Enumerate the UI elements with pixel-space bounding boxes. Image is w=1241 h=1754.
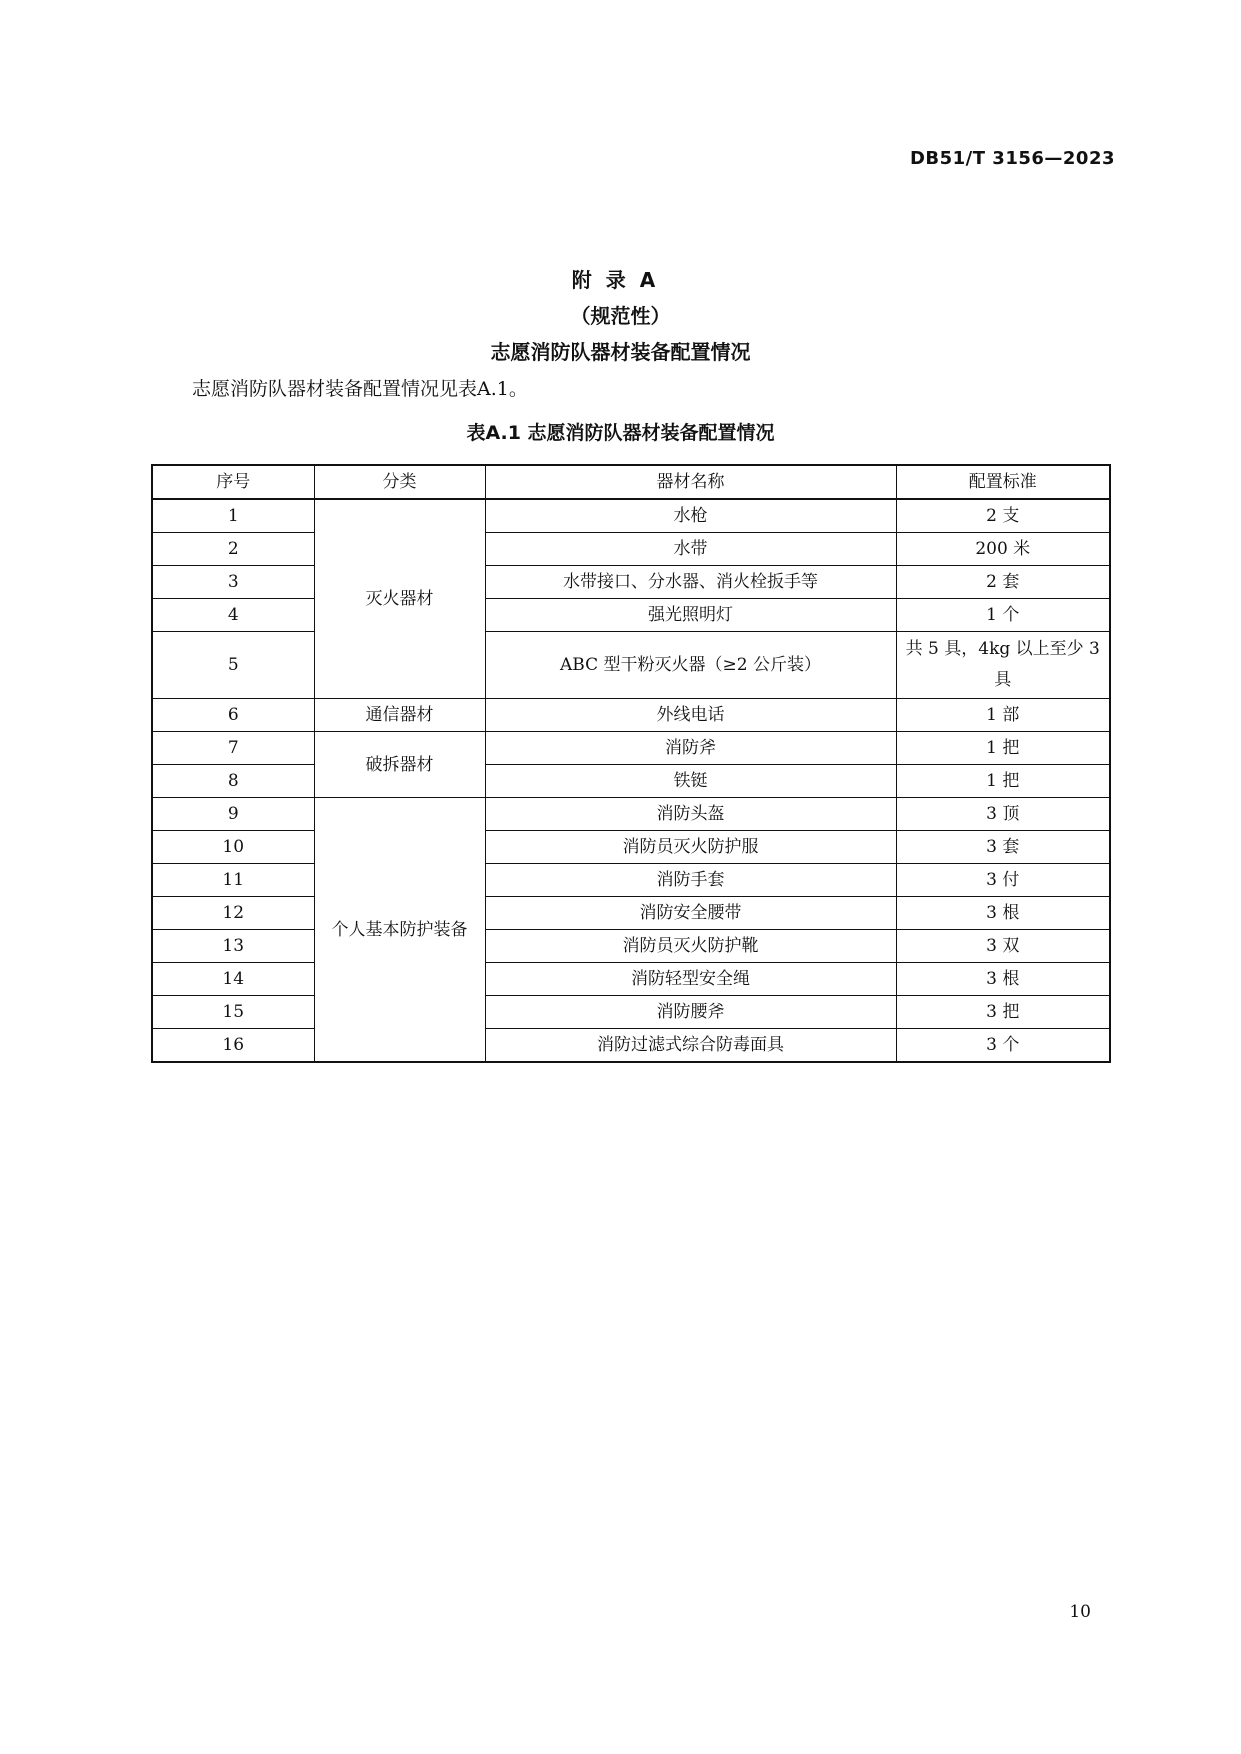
cell-name: 强光照明灯 <box>485 599 896 632</box>
cell-standard: 共 5 具，4kg 以上至少 3 具 <box>896 632 1110 699</box>
table-row <box>152 996 1110 1029</box>
cell-category: 个人基本防护装备 <box>314 798 485 1063</box>
appendix-nature: （规范性） <box>570 304 671 328</box>
equipment-table <box>151 464 1111 1063</box>
table-row <box>152 732 1110 765</box>
cell-no: 9 <box>152 798 314 831</box>
cell-no: 2 <box>152 533 314 566</box>
cell-no: 6 <box>152 699 314 732</box>
table-caption: 表A.1 志愿消防队器材装备配置情况 <box>466 422 775 444</box>
cell-no: 14 <box>152 963 314 996</box>
table-row <box>152 963 1110 996</box>
cell-standard: 3 付 <box>896 864 1110 897</box>
table-row <box>152 499 1110 533</box>
cell-name: 消防头盔 <box>485 798 896 831</box>
table-row <box>152 533 1110 566</box>
cell-no: 13 <box>152 930 314 963</box>
header-name: 器材名称 <box>485 465 896 499</box>
cell-category: 通信器材 <box>314 699 485 732</box>
cell-name: 消防轻型安全绳 <box>485 963 896 996</box>
cell-standard: 3 把 <box>896 996 1110 1029</box>
cell-no: 4 <box>152 599 314 632</box>
cell-name: 水枪 <box>485 499 896 533</box>
cell-name: 外线电话 <box>485 699 896 732</box>
cell-standard: 200 米 <box>896 533 1110 566</box>
cell-standard: 3 套 <box>896 831 1110 864</box>
cell-standard: 1 把 <box>896 765 1110 798</box>
cell-name: 消防手套 <box>485 864 896 897</box>
table-row <box>152 930 1110 963</box>
cell-standard: 3 根 <box>896 897 1110 930</box>
appendix-label: 附录A <box>571 268 670 292</box>
cell-name: ABC 型干粉灭火器（≥2 公斤装） <box>485 632 896 699</box>
cell-no: 5 <box>152 632 314 699</box>
cell-no: 15 <box>152 996 314 1029</box>
table-row <box>152 831 1110 864</box>
page-number: 10 <box>1069 1602 1091 1622</box>
header-standard: 配置标准 <box>896 465 1110 499</box>
cell-no: 7 <box>152 732 314 765</box>
cell-no: 3 <box>152 566 314 599</box>
cell-no: 16 <box>152 1029 314 1063</box>
cell-name: 消防斧 <box>485 732 896 765</box>
table-row <box>152 1029 1110 1063</box>
header-category: 分类 <box>314 465 485 499</box>
cell-name: 铁铤 <box>485 765 896 798</box>
cell-standard: 1 部 <box>896 699 1110 732</box>
table-row <box>152 566 1110 599</box>
cell-standard: 2 套 <box>896 566 1110 599</box>
cell-name: 消防员灭火防护服 <box>485 831 896 864</box>
cell-category: 灭火器材 <box>314 499 485 699</box>
table-row <box>152 599 1110 632</box>
table-row <box>152 699 1110 732</box>
cell-no: 10 <box>152 831 314 864</box>
appendix-title: 志愿消防队器材装备配置情况 <box>490 340 751 364</box>
cell-no: 11 <box>152 864 314 897</box>
table-header-row <box>152 465 1110 499</box>
appendix-heading <box>0 262 1241 370</box>
cell-standard: 3 双 <box>896 930 1110 963</box>
table-row <box>152 897 1110 930</box>
cell-name: 消防员灭火防护靴 <box>485 930 896 963</box>
header-no: 序号 <box>152 465 314 499</box>
cell-name: 消防安全腰带 <box>485 897 896 930</box>
cell-name: 消防过滤式综合防毒面具 <box>485 1029 896 1063</box>
table-row <box>152 632 1110 699</box>
cell-standard: 1 个 <box>896 599 1110 632</box>
cell-standard: 3 顶 <box>896 798 1110 831</box>
table-row <box>152 765 1110 798</box>
cell-standard: 2 支 <box>896 499 1110 533</box>
table-row <box>152 798 1110 831</box>
cell-standard: 3 根 <box>896 963 1110 996</box>
cell-name: 水带接口、分水器、消火栓扳手等 <box>485 566 896 599</box>
intro-paragraph: 志愿消防队器材装备配置情况见表A.1。 <box>192 378 528 400</box>
table-row <box>152 864 1110 897</box>
cell-no: 8 <box>152 765 314 798</box>
cell-name: 消防腰斧 <box>485 996 896 1029</box>
cell-category: 破拆器材 <box>314 732 485 798</box>
document-code: DB51/T 3156—2023 <box>909 148 1115 169</box>
cell-standard: 1 把 <box>896 732 1110 765</box>
cell-name: 水带 <box>485 533 896 566</box>
cell-no: 1 <box>152 499 314 533</box>
cell-no: 12 <box>152 897 314 930</box>
cell-standard: 3 个 <box>896 1029 1110 1063</box>
